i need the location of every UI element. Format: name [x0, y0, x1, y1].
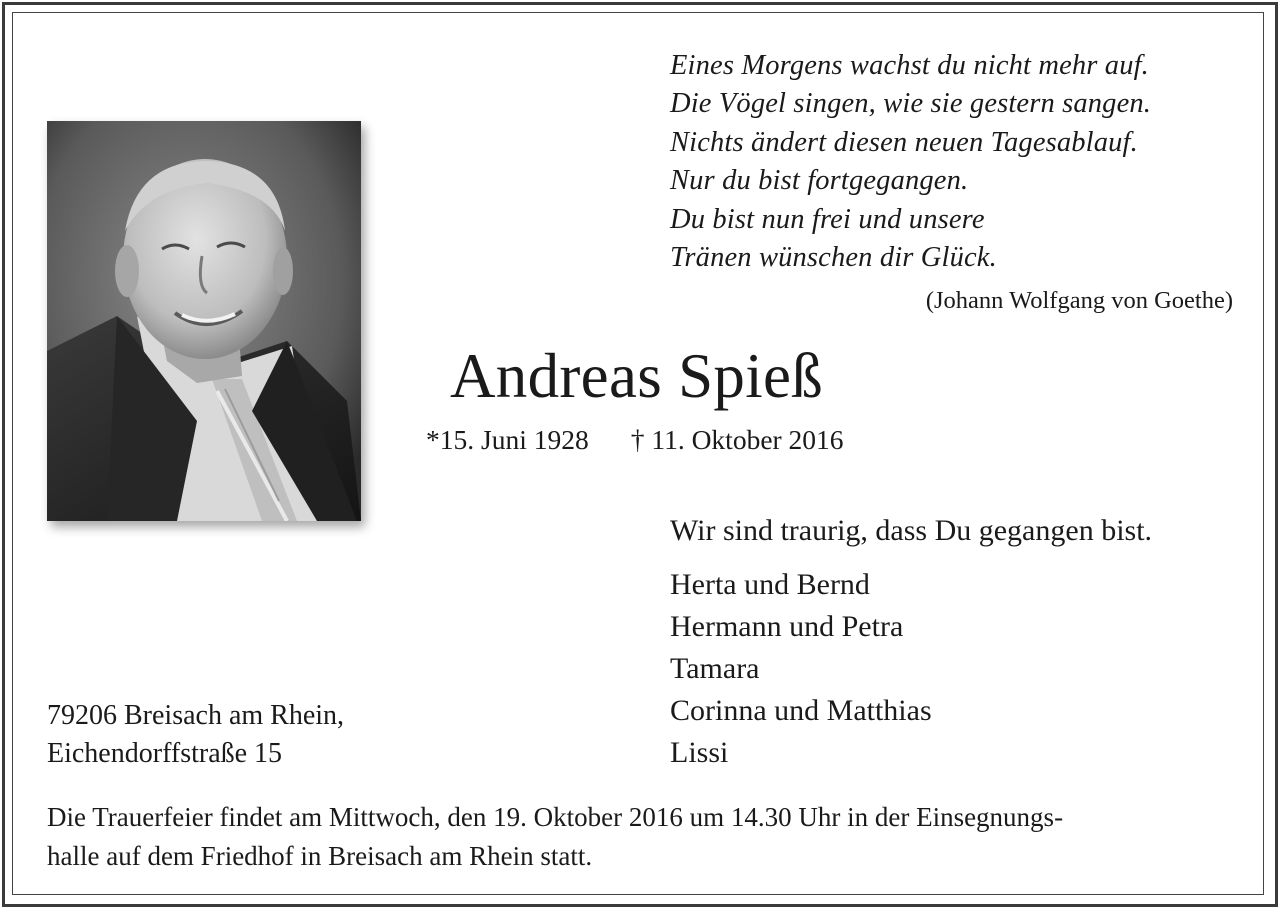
address-street: Eichendorffstraße 15 — [47, 738, 283, 769]
funeral-notice-line: Die Trauerfeier findet am Mittwoch, den 19. Oktober 2016 um 14.30 Uhr in der Einsegnungs- — [47, 802, 1064, 832]
address — [47, 697, 344, 773]
poem-line: Die Vögel singen, wie sie gestern sangen. — [670, 88, 1152, 120]
mourner-name: Lissi — [670, 736, 729, 769]
mourner-name: Tamara — [670, 652, 760, 685]
mourner-name: Hermann und Petra — [670, 610, 904, 643]
sorrow-line: Wir sind traurig, dass Du gegangen bist. — [670, 514, 1153, 547]
poem-source: (Johann Wolfgang von Goethe) — [925, 287, 1233, 314]
mourner-name: Herta und Bernd — [670, 568, 870, 601]
mourner-name: Corinna und Matthias — [670, 694, 932, 727]
poem — [670, 47, 1151, 277]
poem-line: Nichts ändert diesen neuen Tagesablauf. — [670, 126, 1138, 158]
life-dates — [426, 424, 844, 456]
poem-line: Eines Morgens wachst du nicht mehr auf. — [670, 50, 1149, 81]
funeral-notice-line: halle auf dem Friedhof in Breisach am Rhein statt. — [47, 841, 593, 871]
poem-line: Tränen wünschen dir Glück. — [670, 242, 997, 274]
deceased-name: Andreas Spieß — [450, 341, 824, 411]
birth-date: *15. Juni 1928 — [426, 424, 589, 455]
mourners-list — [670, 564, 932, 774]
address-city: 79206 Breisach am Rhein, — [47, 700, 345, 731]
funeral-notice — [47, 798, 1237, 876]
portrait-photo — [47, 121, 361, 521]
poem-line: Nur du bist fortgegangen. — [670, 165, 969, 197]
death-date: † 11. Oktober 2016 — [630, 424, 844, 455]
poem-line: Du bist nun frei und unsere — [670, 203, 985, 235]
